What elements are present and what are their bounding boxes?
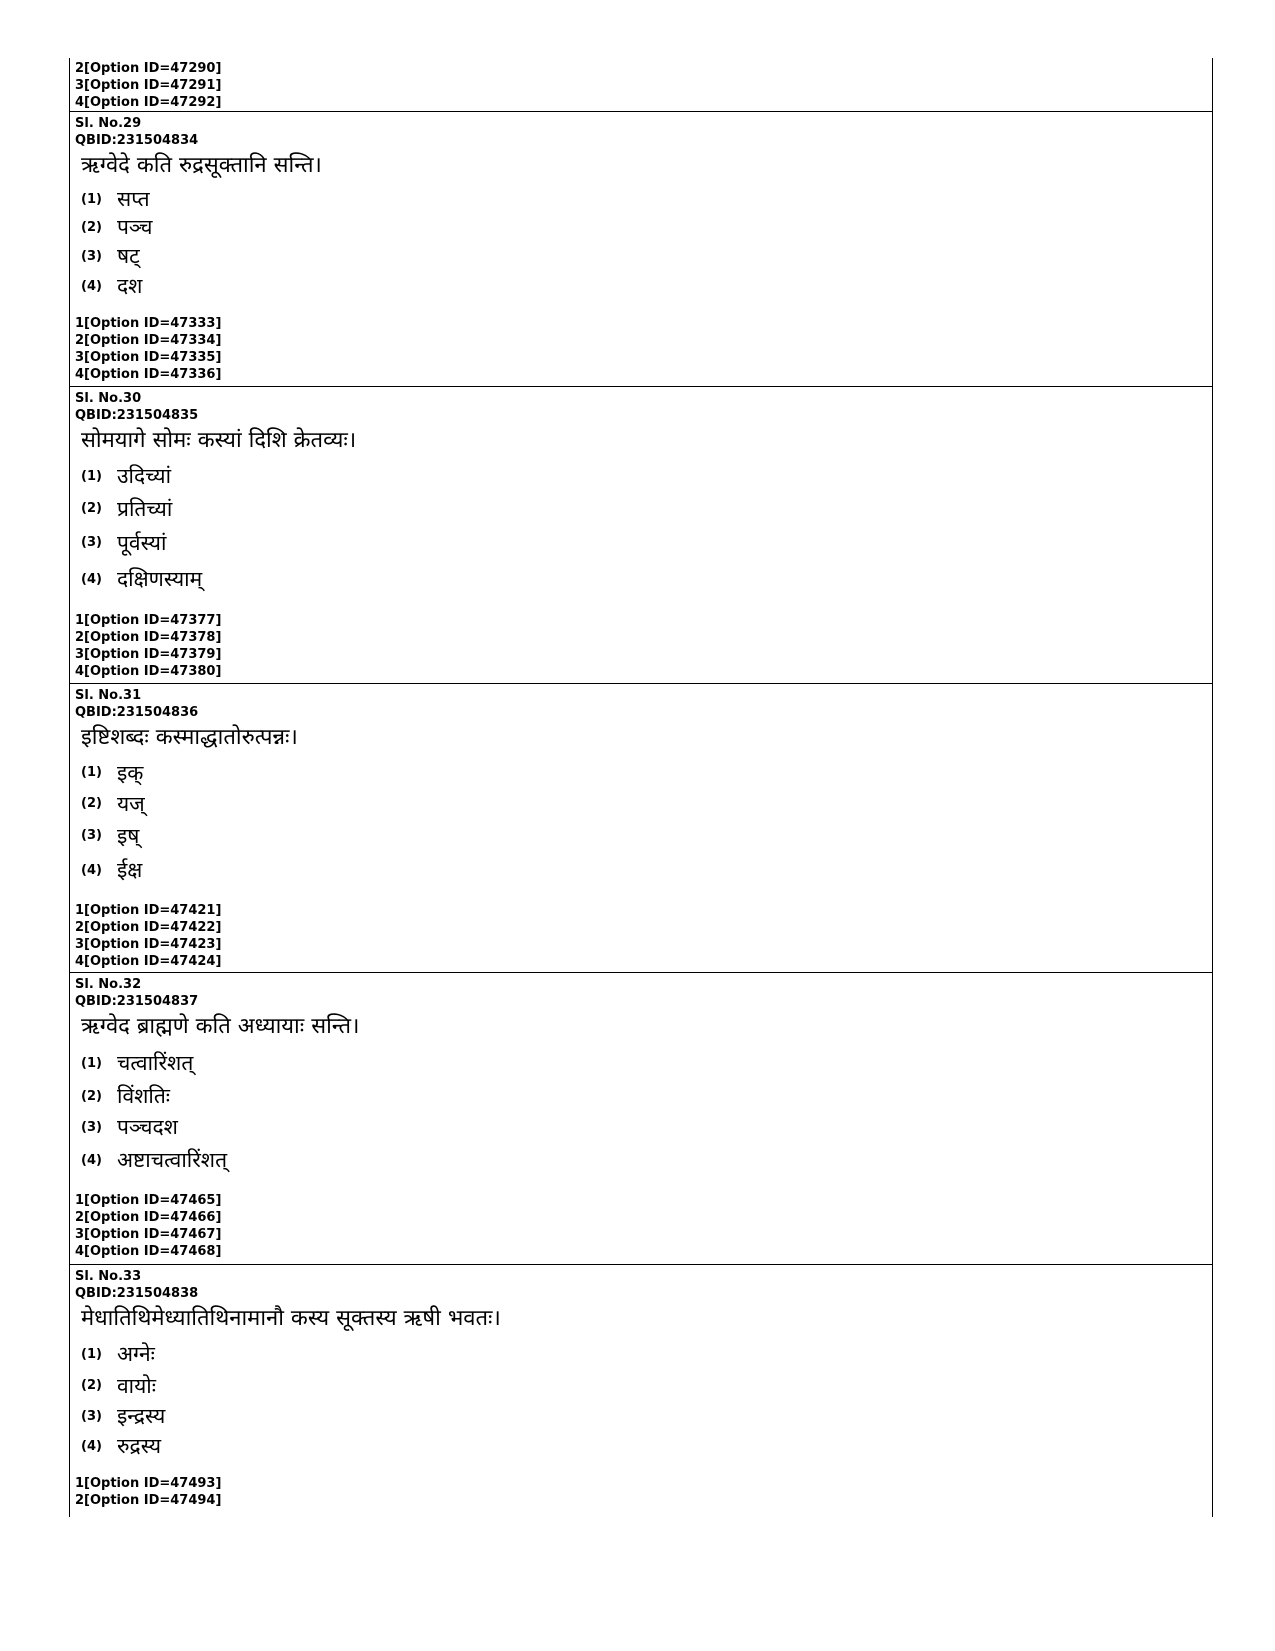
question-block-31 [70, 684, 1212, 973]
option-text: उदिच्यां [117, 464, 172, 488]
option-id-line: 4[Option ID=47336] [75, 367, 222, 382]
option-3 [81, 1112, 1212, 1142]
option-number: (2) [81, 219, 102, 235]
option-text: दक्षिणस्याम् [117, 567, 203, 591]
option-id-line: 1[Option ID=47333] [75, 316, 222, 331]
option-text: सप्त [117, 187, 150, 211]
option-number: (1) [81, 191, 102, 207]
option-text: यज् [117, 791, 145, 816]
option-id-line: 3[Option ID=47379] [75, 647, 222, 662]
option-1 [81, 185, 1212, 213]
option-id-line: 2[Option ID=47378] [75, 630, 222, 645]
option-ids [75, 1475, 1212, 1509]
option-id-line: 3[Option ID=47335] [75, 350, 222, 365]
question-text: इष्टिशब्दः कस्माद्धातोरुत्पन्नः। [81, 725, 298, 750]
option-2 [81, 1370, 1212, 1401]
option-ids [75, 612, 1212, 680]
option-3 [81, 525, 1212, 560]
option-2 [81, 1080, 1212, 1112]
serial-number: Sl. No.29 [75, 116, 142, 131]
option-4 [81, 1142, 1212, 1178]
option-text: पञ्च [117, 215, 153, 239]
option-number: (3) [81, 1408, 102, 1424]
option-number: (2) [81, 1088, 102, 1104]
option-id-line: 3[Option ID=47467] [75, 1227, 222, 1242]
option-ids [75, 902, 1212, 970]
option-id-line: 1[Option ID=47377] [75, 613, 222, 628]
option-id-line: 1[Option ID=47421] [75, 903, 222, 918]
question-text: ऋग्वेदे कति रुद्रसूक्तानि सन्ति। [81, 153, 322, 178]
serial-number: Sl. No.30 [75, 391, 142, 406]
option-id-line: 2[Option ID=47494] [75, 1493, 222, 1508]
option-number: (3) [81, 1119, 102, 1135]
option-text: विंशतिः [117, 1084, 171, 1108]
serial-number: Sl. No.31 [75, 688, 142, 703]
option-text: इन्द्रस्य [117, 1404, 166, 1428]
option-text: पूर्वस्यां [117, 530, 167, 555]
option-text: इष् [117, 823, 140, 848]
option-3 [81, 1401, 1212, 1431]
option-3 [81, 819, 1212, 852]
option-4 [81, 1431, 1212, 1461]
option-id-line: 3[Option ID=47423] [75, 937, 222, 952]
option-number: (4) [81, 1152, 102, 1168]
option-text: दश [117, 274, 143, 298]
option-4 [81, 271, 1212, 301]
option-number: (1) [81, 1346, 102, 1362]
question-paper [69, 58, 1213, 1517]
option-number: (1) [81, 1055, 102, 1071]
option-number: (2) [81, 1378, 102, 1393]
option-2 [81, 788, 1212, 819]
option-4 [81, 852, 1212, 888]
option-number: (4) [81, 278, 102, 294]
option-ids [75, 315, 1212, 383]
option-text: अष्टाचत्वारिंशत् [117, 1148, 228, 1172]
qbid: QBID:231504836 [75, 705, 199, 720]
option-number: (4) [81, 571, 102, 587]
option-text: पञ्चदश [117, 1115, 178, 1139]
option-number: (3) [81, 248, 102, 264]
option-id-line: 4[Option ID=47292] [75, 95, 222, 110]
option-1 [81, 1338, 1212, 1370]
question-block-30 [70, 387, 1212, 684]
option-number: (2) [81, 796, 102, 811]
qbid: QBID:231504838 [75, 1286, 199, 1301]
question-block-32 [70, 973, 1212, 1265]
option-text: रुद्रस्य [117, 1434, 162, 1458]
option-text: वायोः [117, 1373, 156, 1398]
option-1 [81, 460, 1212, 492]
option-text: षट् [117, 244, 140, 268]
serial-number: Sl. No.32 [75, 977, 142, 992]
option-id-line: 2[Option ID=47422] [75, 920, 222, 935]
option-number: (4) [81, 862, 102, 878]
option-text: प्रतिच्यां [117, 496, 173, 521]
option-id-line: 2[Option ID=47290] [75, 61, 222, 76]
option-id-line: 2[Option ID=47466] [75, 1210, 222, 1225]
option-text: चत्वारिंशत् [117, 1051, 194, 1075]
option-id-line: 1[Option ID=47493] [75, 1476, 222, 1491]
option-1 [81, 1046, 1212, 1080]
option-number: (1) [81, 765, 102, 780]
question-text: ऋग्वेद ब्राह्मणे कति अध्यायाः सन्ति। [81, 1014, 360, 1039]
option-id-line: 4[Option ID=47468] [75, 1244, 222, 1259]
qbid: QBID:231504834 [75, 133, 199, 148]
option-number: (3) [81, 828, 102, 843]
option-id-line: 4[Option ID=47380] [75, 664, 222, 679]
option-1 [81, 757, 1212, 788]
option-id-line: 1[Option ID=47465] [75, 1193, 222, 1208]
question-block-29 [70, 112, 1212, 387]
option-text: अग्नेः [117, 1342, 155, 1366]
option-number: (3) [81, 535, 102, 550]
option-id-line: 4[Option ID=47424] [75, 954, 222, 969]
option-4 [81, 560, 1212, 598]
serial-number: Sl. No.33 [75, 1269, 142, 1284]
option-number: (2) [81, 501, 102, 516]
option-2 [81, 492, 1212, 525]
option-id-line: 3[Option ID=47291] [75, 78, 222, 93]
option-number: (4) [81, 1438, 102, 1454]
qbid: QBID:231504835 [75, 408, 199, 423]
question-text: मेधातिथिमेध्यातिथिनामानौ कस्य सूक्तस्य ऋषी भवतः। [81, 1306, 501, 1331]
qbid: QBID:231504837 [75, 994, 199, 1009]
option-text: इक् [117, 760, 144, 785]
question-block-33 [70, 1265, 1212, 1517]
option-id-line: 2[Option ID=47334] [75, 333, 222, 348]
option-text: ईक्ष [117, 858, 143, 882]
option-number: (1) [81, 468, 102, 484]
option-3 [81, 241, 1212, 271]
question-text: सोमयागे सोमः कस्यां दिशि क्रेतव्यः। [81, 428, 357, 453]
option-2 [81, 213, 1212, 241]
previous-question-option-ids [70, 58, 1212, 112]
option-ids [75, 1192, 1212, 1260]
